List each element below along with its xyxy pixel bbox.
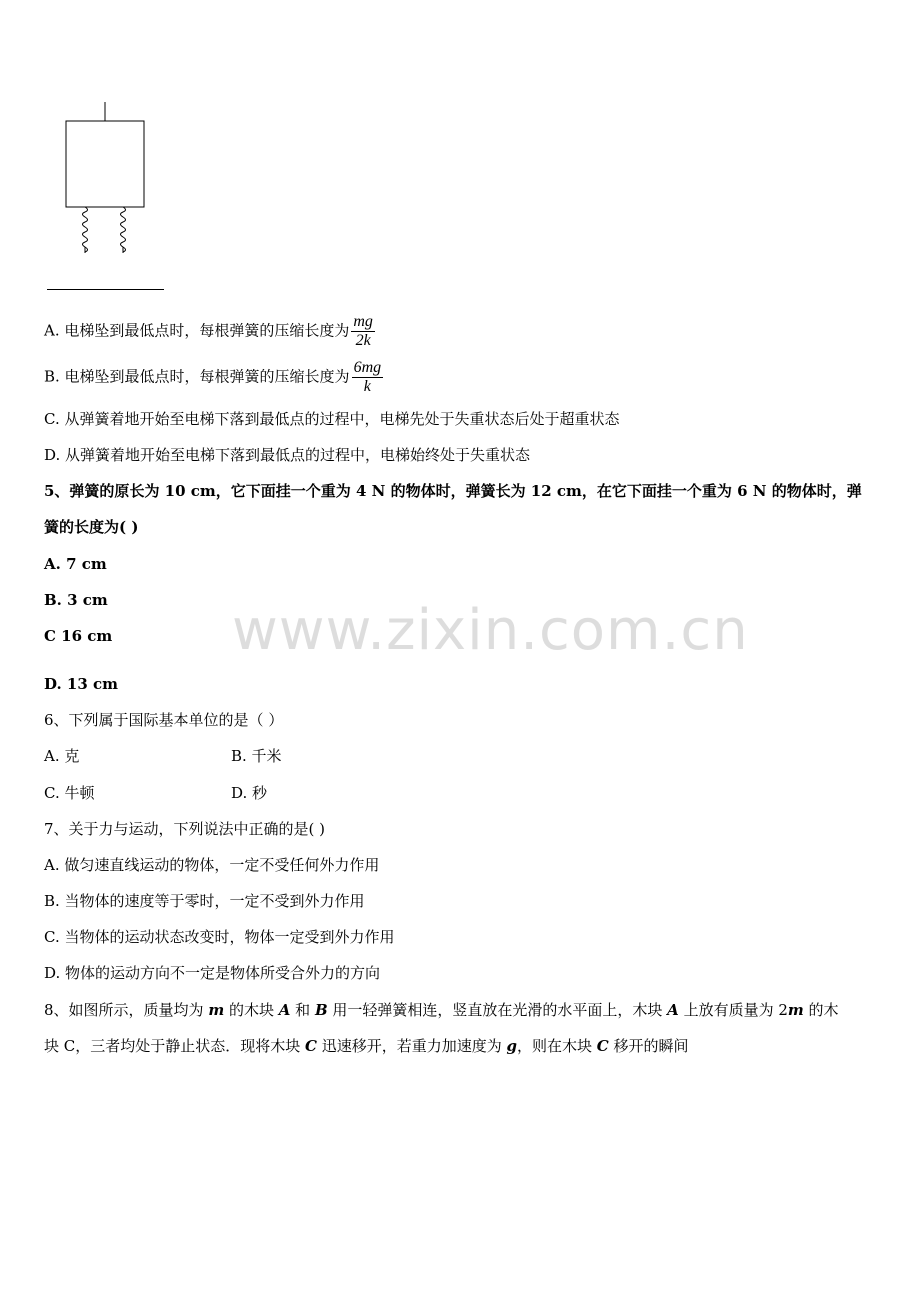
q7-option-d: D. 物体的运动方向不一定是物体所受合外力的方向 bbox=[44, 964, 381, 982]
q7-option-a: A. 做匀速直线运动的物体，一定不受任何外力作用 bbox=[44, 856, 380, 874]
q4-option-c: C. 从弹簧着地开始至电梯下落到最低点的过程中，电梯先处于失重状态后处于超重状态 bbox=[44, 410, 620, 428]
elevator-spring-figure bbox=[60, 100, 160, 260]
q7-option-b: B. 当物体的速度等于零时，一定不受到外力作用 bbox=[44, 892, 365, 910]
q7-option-c: C. 当物体的运动状态改变时，物体一定受到外力作用 bbox=[44, 928, 395, 946]
q6-stem: 6、下列属于国际基本单位的是（ ） bbox=[44, 711, 284, 729]
right-spring bbox=[121, 207, 126, 253]
q5-option-c: C 16 cm bbox=[44, 627, 113, 645]
q6-option-a: A. 克 bbox=[44, 747, 80, 765]
q5-stem-line2: 簧的长度为( ) bbox=[44, 518, 139, 536]
elevator-box bbox=[66, 121, 144, 207]
fraction-6mg-k: $\frac{6mg}{k}$ bbox=[353, 359, 382, 395]
watermark: www.zixin.com.cn bbox=[232, 598, 749, 663]
q6-option-b: B. 千米 bbox=[231, 747, 282, 765]
q5-option-a: A. 7 cm bbox=[44, 555, 107, 573]
q8-stem-line2: 块 C，三者均处于静止状态．现将木块 C 迅速移开，若重力加速度为 g，则在木块 C 移开的瞬间 bbox=[44, 1037, 689, 1055]
q4-option-d: D. 从弹簧着地开始至电梯下落到最低点的过程中，电梯始终处于失重状态 bbox=[44, 446, 531, 464]
q5-stem-line1: 5、弹簧的原长为 10 cm，它下面挂一个重为 4 N 的物体时，弹簧长为 12 cm，在它下面挂一个重为 6 N 的物体时，弹 bbox=[44, 482, 862, 500]
fraction-mg-2k: $\frac{mg}{2k}$ bbox=[353, 313, 373, 349]
q8-stem-line1: 8、如图所示，质量均为 m 的木块 A 和 B 用一轻弹簧相连，竖直放在光滑的水平面上，木块 A 上放有质量为 2m 的木 bbox=[44, 1001, 839, 1019]
left-spring bbox=[83, 207, 88, 253]
q5-option-d: D. 13 cm bbox=[44, 675, 119, 693]
q4-option-b: B. 电梯坠到最低点时，每根弹簧的压缩长度为 $\frac{6mg}{k}$ bbox=[44, 359, 382, 395]
q4-option-a: A. 电梯坠到最低点时，每根弹簧的压缩长度为 $\frac{mg}{2k}$ bbox=[44, 313, 373, 349]
q5-option-b: B. 3 cm bbox=[44, 591, 108, 609]
q7-stem: 7、关于力与运动，下列说法中正确的是( ) bbox=[44, 820, 326, 838]
q6-option-d: D. 秒 bbox=[231, 784, 268, 802]
q6-option-c: C. 牛顿 bbox=[44, 784, 95, 802]
ground-line bbox=[47, 289, 164, 290]
